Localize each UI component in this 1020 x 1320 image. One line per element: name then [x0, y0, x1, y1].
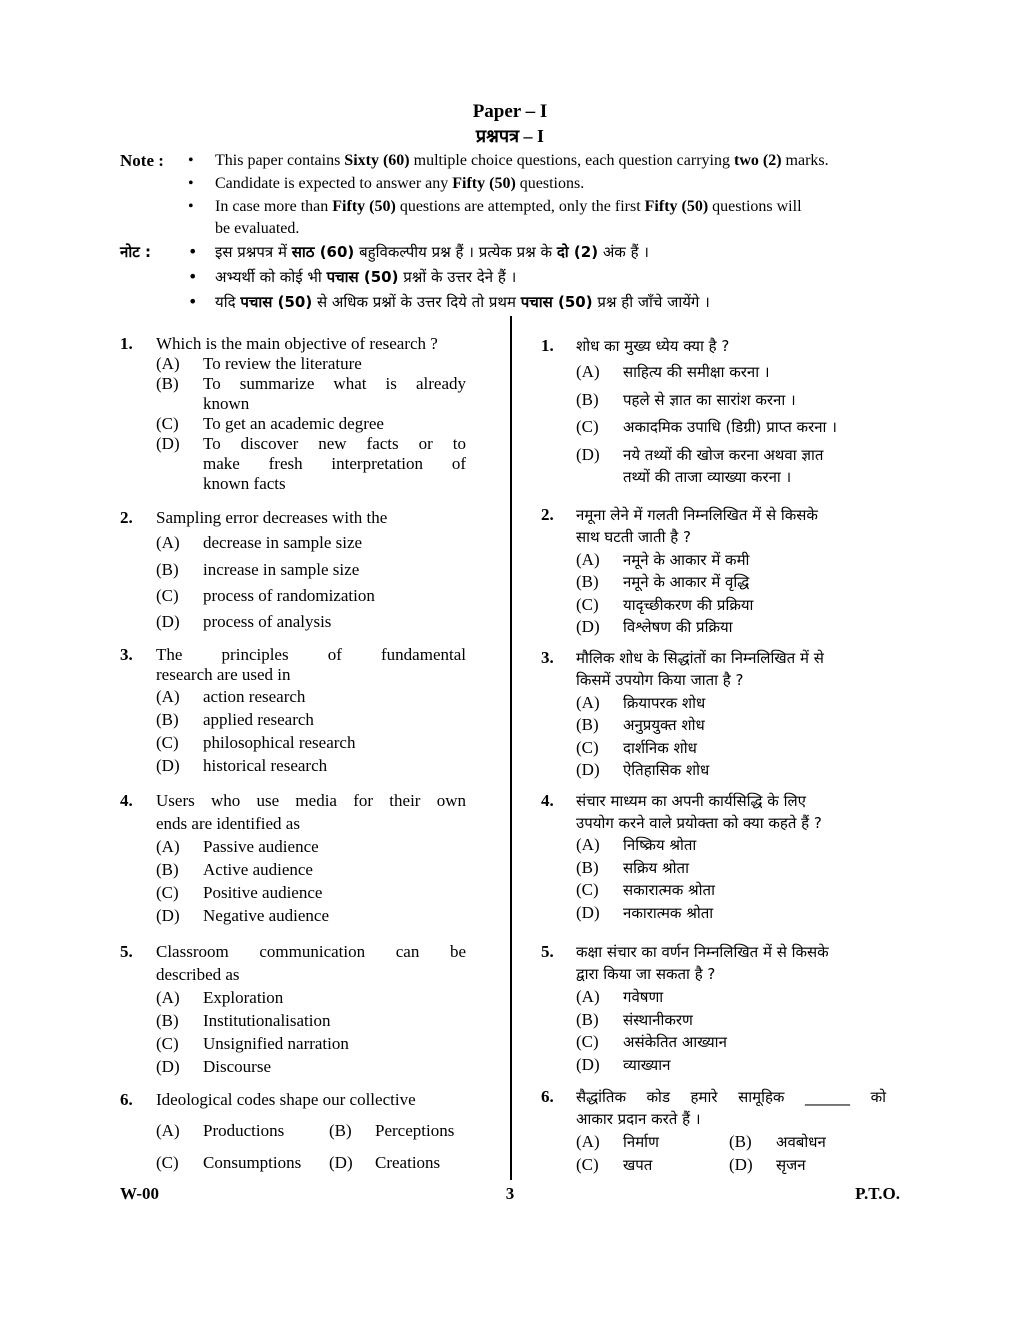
page-number: 3	[505, 1184, 515, 1203]
question-text: शोध का मुख्य ध्येय क्या है ?	[576, 337, 730, 355]
note-hi-bullet-2: • अभ्यर्थी को कोई भी पचास (50) प्रश्नों के उत्तर देने हैं ।	[215, 266, 915, 288]
note-en-bullet-3: • In case more than Fifty (50) questions are attempted, only the first Fifty (50) questions will	[215, 196, 905, 218]
note-en-bullet-3-cont: be evaluated.	[215, 220, 300, 237]
option-c: (C) To get an academic degree	[156, 414, 384, 433]
option-d: (D) historical research	[156, 756, 328, 775]
option-b: (B) सक्रिय श्रोता	[576, 858, 689, 877]
question-number: 1.	[120, 334, 133, 353]
question-text-cont: द्वारा किया जा सकता है ?	[576, 965, 716, 983]
note-hi-bullet-1: • इस प्रश्नपत्र में साठ (60) बहुविकल्पीय प्रश्न हैं । प्रत्येक प्रश्न के दो (2) अंक हैं ।	[215, 241, 915, 263]
option-b: (B) increase in sample size	[156, 560, 360, 579]
option-b: (B) To summarize what is already	[156, 374, 466, 393]
footer-code: W-00	[120, 1184, 160, 1203]
option-c: (C) Consumptions	[156, 1153, 302, 1172]
option-a: (A) क्रियापरक शोध	[576, 693, 706, 712]
option-d-cont: known facts	[203, 474, 286, 493]
option-d: (D) विश्लेषण की प्रक्रिया	[576, 617, 733, 636]
footer-pto: P.T.O.	[855, 1184, 900, 1203]
question-number: 6.	[541, 1087, 554, 1106]
question-text: नमूना लेने में गलती निम्नलिखित में से किसके	[576, 506, 818, 524]
option-c: (C) Positive audience	[156, 883, 323, 902]
question-text: सैद्धांतिक कोड हमारे सामूहिक ______ को	[576, 1088, 886, 1106]
column-divider	[510, 316, 512, 1180]
option-d: (D) सृजन	[729, 1155, 806, 1174]
note-hi-bullet-3: • यदि पचास (50) से अधिक प्रश्नों के उत्तर दिये तो प्रथम पचास (50) प्रश्न ही जाँचे जायेंगे ।	[215, 291, 915, 313]
option-a: (A) साहित्य की समीक्षा करना ।	[576, 362, 770, 381]
question-number: 5.	[541, 942, 554, 961]
question-number: 2.	[541, 505, 554, 524]
question-text-cont: किसमें उपयोग किया जाता है ?	[576, 671, 744, 689]
option-d: (D) व्याख्यान	[576, 1055, 671, 1074]
option-b: (B) नमूने के आकार में वृद्धि	[576, 572, 750, 591]
question-text: Users who use media for their own	[156, 791, 466, 810]
option-a: (A) निर्माण	[576, 1132, 659, 1151]
paper-title-hi: प्रश्नपत्र – I	[475, 126, 545, 146]
option-b: (B) applied research	[156, 710, 314, 729]
option-b-cont: known	[203, 394, 250, 413]
note-en-bullet-1: • This paper contains Sixty (60) multiple choice questions, each question carrying two (2) marks.	[215, 150, 905, 172]
option-d: (D) नकारात्मक श्रोता	[576, 903, 714, 922]
option-d: (D) नये तथ्यों की खोज करना अथवा ज्ञात	[576, 445, 824, 464]
option-c: (C) खपत	[576, 1155, 653, 1174]
question-number: 1.	[541, 336, 554, 355]
option-c: (C) दार्शनिक शोध	[576, 738, 697, 757]
question-text: Which is the main objective of research ?	[156, 334, 438, 353]
question-text: Classroom communication can be	[156, 942, 466, 961]
question-number: 4.	[541, 791, 554, 810]
option-d: (D) Discourse	[156, 1057, 271, 1076]
option-d: (D) ऐतिहासिक शोध	[576, 760, 710, 779]
option-c: (C) process of randomization	[156, 586, 375, 605]
option-d: (D) process of analysis	[156, 612, 332, 631]
option-a: (A) Exploration	[156, 988, 284, 1007]
question-text: कक्षा संचार का वर्णन निम्नलिखित में से किसके	[576, 943, 829, 961]
option-d: (D) Negative audience	[156, 906, 330, 925]
option-d: (D) Creations	[329, 1153, 441, 1172]
option-a: (A) action research	[156, 687, 306, 706]
option-a: (A) Passive audience	[156, 837, 319, 856]
option-a: (A) गवेषणा	[576, 987, 664, 1006]
option-b: (B) अनुप्रयुक्त शोध	[576, 715, 705, 734]
paper-title-en: Paper – I	[472, 101, 548, 122]
question-text-cont: आकार प्रदान करते हैं ।	[576, 1110, 701, 1128]
question-number: 2.	[120, 508, 133, 527]
option-b: (B) Institutionalisation	[156, 1011, 331, 1030]
question-number: 6.	[120, 1090, 133, 1109]
option-d-cont: make fresh interpretation of	[203, 454, 466, 473]
option-d: (D) To discover new facts or to	[156, 434, 466, 453]
question-text: Ideological codes shape our collective	[156, 1090, 416, 1109]
option-b: (B) Active audience	[156, 860, 313, 879]
option-c: (C) यादृच्छीकरण की प्रक्रिया	[576, 595, 754, 614]
option-c: (C) असंकेतित आख्यान	[576, 1032, 727, 1051]
option-a: (A) Productions	[156, 1121, 285, 1140]
note-label-hi: नोट :	[120, 243, 151, 261]
option-b: (B) अवबोधन	[729, 1132, 826, 1151]
question-text-cont: साथ घटती जाती है ?	[576, 528, 691, 546]
question-text-cont: उपयोग करने वाले प्रयोक्ता को क्या कहते हैं ?	[576, 814, 822, 832]
question-text-cont: described as	[156, 965, 240, 984]
option-a: (A) decrease in sample size	[156, 533, 363, 552]
note-label-en: Note :	[120, 151, 164, 170]
option-d-cont: तथ्यों की ताजा व्याख्या करना ।	[623, 468, 792, 486]
option-c: (C) सकारात्मक श्रोता	[576, 880, 715, 899]
option-b: (B) पहले से ज्ञात का सारांश करना ।	[576, 390, 796, 409]
option-a: (A) निष्क्रिय श्रोता	[576, 835, 697, 854]
note-en-bullet-2: • Candidate is expected to answer any Fifty (50) questions.	[215, 173, 905, 195]
option-b: (B) संस्थानीकरण	[576, 1010, 693, 1029]
question-text: The principles of fundamental	[156, 645, 466, 664]
question-number: 5.	[120, 942, 133, 961]
question-text: मौलिक शोध के सिद्धांतों का निम्नलिखित में से	[576, 649, 824, 667]
option-a: (A) To review the literature	[156, 354, 362, 373]
question-text-cont: ends are identified as	[156, 814, 300, 833]
question-number: 3.	[120, 645, 133, 664]
question-text-cont: research are used in	[156, 665, 291, 684]
option-b: (B) Perceptions	[329, 1121, 455, 1140]
question-number: 3.	[541, 648, 554, 667]
option-a: (A) नमूने के आकार में कमी	[576, 550, 750, 569]
option-c: (C) अकादमिक उपाधि (डिग्री) प्राप्त करना ।	[576, 417, 837, 436]
question-text: संचार माध्यम का अपनी कार्यसिद्धि के लिए	[576, 792, 806, 810]
option-c: (C) philosophical research	[156, 733, 356, 752]
option-c: (C) Unsignified narration	[156, 1034, 349, 1053]
question-number: 4.	[120, 791, 133, 810]
question-text: Sampling error decreases with the	[156, 508, 388, 527]
